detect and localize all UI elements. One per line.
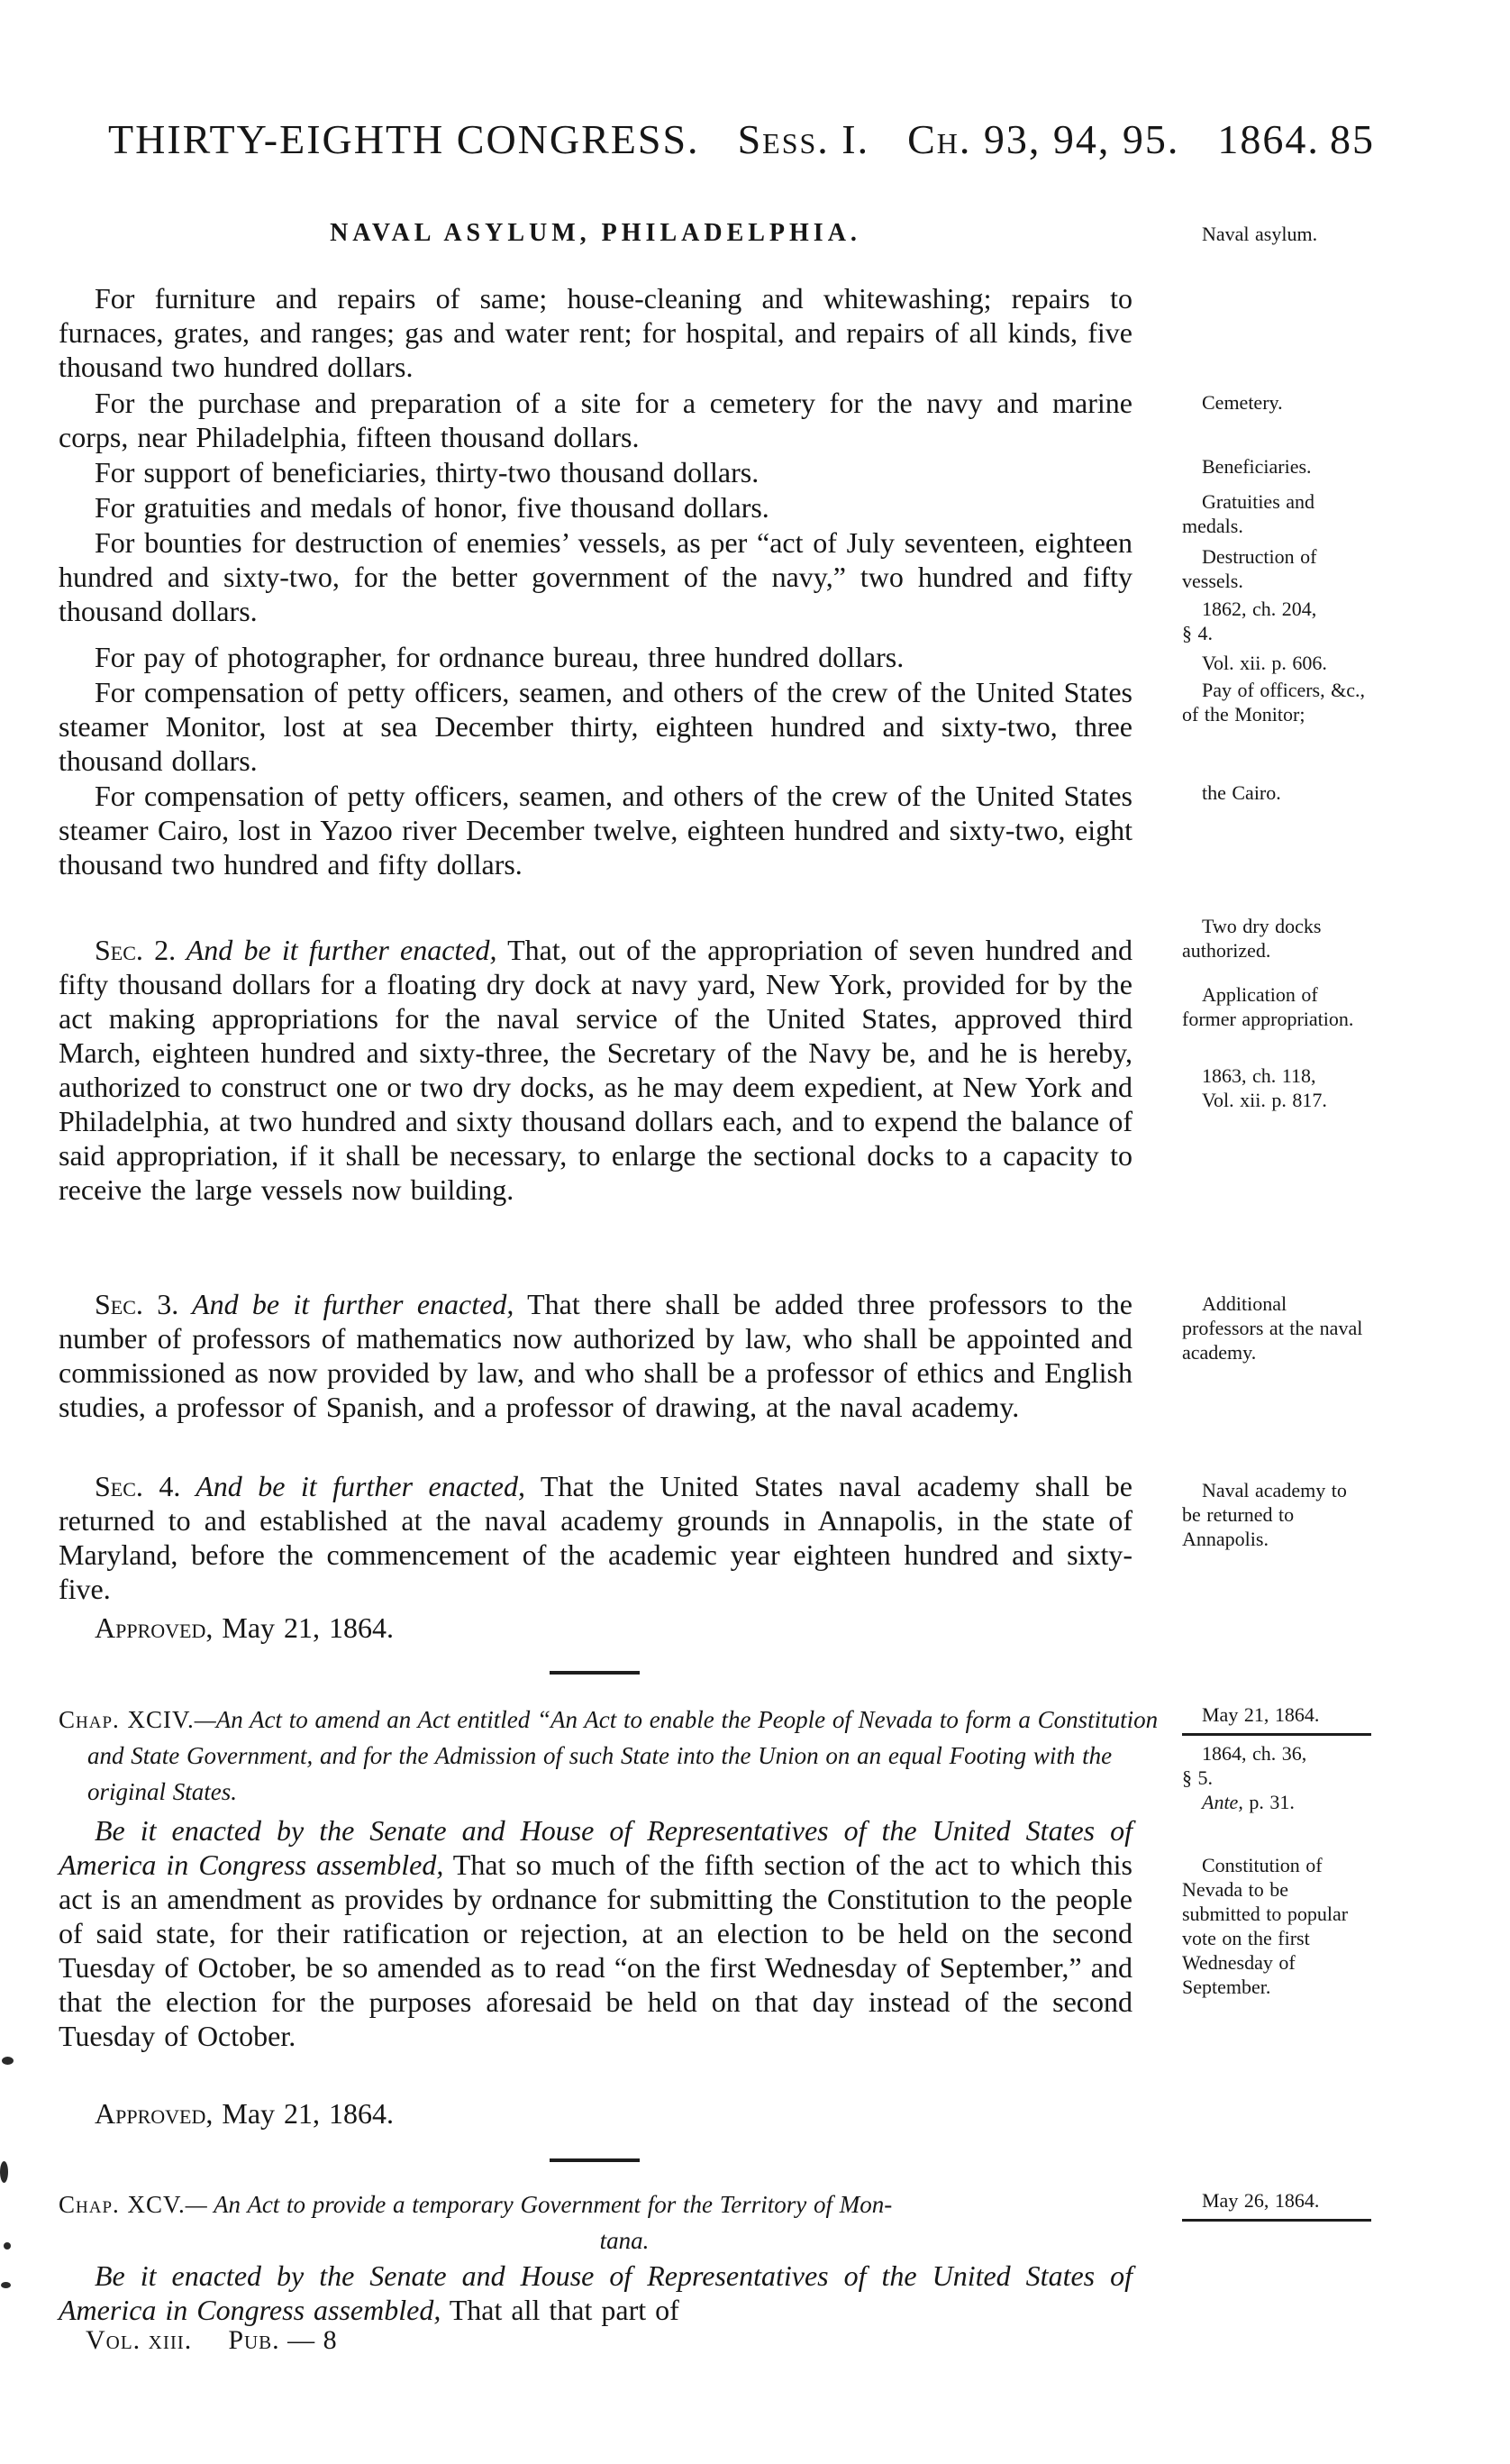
appropriation-monitor-crew: For compensation of petty officers, seamen, and others of the crew of the United States steamer Monitor, lost at sea December thirty, eighteen hundred and sixty-two, three thousand dollars. [59,676,1132,777]
chapter-95-text: That all that part of [441,2294,679,2326]
margin-note-chapter-94-date [1182,1702,1367,1814]
margin-note-pay-monitor: Pay of officers, &c., of the Monitor; [1182,679,1365,726]
approved-label: Approved, [95,2097,214,2130]
margin-note-academy-returned: Naval academy to be returned to Annapolis. [1182,1479,1347,1550]
margin-note-chapter-95-date [1182,2188,1367,2227]
pub-label: Pub. — 8 [228,2325,338,2355]
section-4 [59,1469,1132,1606]
chapter-95-title-line2: tana. [599,2227,650,2254]
margin-note-additional-professors: Additional professors at the naval academy. [1182,1292,1363,1364]
section-3 [59,1287,1132,1424]
act-divider-rule [550,2158,640,2162]
appropriation-cemetery: For the purchase and preparation of a site for a cemetery for the navy and marine corps, near Philadelphia, fifteen thousand dollars. [59,387,1132,453]
margin-note-naval-asylum: Naval asylum. [1202,223,1318,245]
margin-date-rule [1182,1733,1371,1736]
ref-1863-chapter: 1863, ch. 118, [1202,1064,1316,1087]
approval-line-naval [59,1611,1132,1645]
chapter-94-date: May 21, 1864. [1202,1703,1320,1726]
chapter-94-label: Chap. XCIV. [59,1706,195,1733]
margin-note-two-dry-docks: Two dry docks authorized. [1182,915,1322,962]
running-header [108,115,1375,163]
ref-1862-section: § 4. [1182,622,1213,644]
running-header-left [108,115,1320,163]
margin-note-destruction-vessels: Destruction of vessels. [1182,545,1317,592]
chapter-95-body [59,2259,1132,2327]
margin-note-application-appropriation: Application of former appropriation. [1182,983,1354,1030]
scan-artifact [4,2242,11,2250]
margin-note-vol-xii-606: Vol. xii. p. 606. [1202,652,1327,674]
appropriation-photographer: For pay of photographer, for ordnance bureau, three hundred dollars. [95,641,905,673]
section-2-enacting-clause: And be it further enacted, [176,934,497,966]
chapter-95-enacting-clause: Be it enacted by the Senate and House of Representatives of the United States of America in Congress assembled, [59,2259,1132,2326]
chapter-95-title-line1: — An Act to provide a temporary Government for the Territory of Mon- [185,2191,893,2218]
scan-artifact [2,2057,14,2065]
section-2 [59,933,1132,1207]
margin-note-ref-1862 [1182,597,1367,645]
scan-artifact [0,2161,8,2183]
ante-label: Ante, [1202,1791,1243,1813]
appropriation-gratuities: For gratuities and medals of honor, five thousand dollars. [95,491,769,524]
margin-note-constitution-nevada: Constitution of Nevada to be submitted to popular vote on the first Wednesday of September. [1182,1854,1349,1998]
section-4-enacting-clause: And be it further enacted, [180,1470,526,1502]
section-4-text: That the United States naval academy shall be returned to and established at the naval academy grounds in Annapolis, in the state of Maryland, before the commencement of the academic year eighteen hundred and sixty-five. [59,1470,1133,1605]
section-2-text: That, out of the appropriation of seven hundred and fifty thousand dollars for a floating dry dock at navy yard, New York, provided for by the act making appropriations for the naval service of the United States, approved third March, eighteen hundred and sixty-three, the Secretary of the Navy be, and he is hereby, authorized to construct one or two dry docks, as he may deem expedient, at New York and Philadelphia, at two hundred and sixty thousand dollars each, and to expend the balance of said appropriation, if it shall be necessary, to enlarge the sectional docks to a capacity to receive the large vessels now building. [59,934,1133,1206]
appropriation-bounties: For bounties for destruction of enemies’ vessels, as per “act of July seventeen, eighteen hundred and sixty-two, for the better government of the navy,” two hundred and fifty thousand dollars. [59,526,1132,627]
margin-date-rule [1182,2219,1371,2222]
appropriation-beneficiaries: For support of beneficiaries, thirty-two thousand dollars. [95,456,760,488]
ante-page: p. 31. [1242,1791,1295,1813]
scan-artifact [1,2282,11,2288]
approved-date: May 21, 1864. [213,1611,395,1644]
volume-label: Vol. xiii. [86,2325,193,2355]
volume-signature-line [86,2325,338,2356]
appropriation-furniture: For furniture and repairs of same; house-cleaning and whitewashing; repairs to furnaces, grates, and ranges; gas and water rent; for hospital, and repairs of all kinds, five thousand two hundred dollars. [59,282,1132,383]
appropriation-cairo-crew: For compensation of petty officers, seamen, and others of the crew of the United States steamer Cairo, lost in Yazoo river December twelve, eighteen hundred and sixty-two, eight thousand two hundred and fifty dollars. [59,780,1132,881]
page-number: 85 [1330,116,1375,162]
section-3-text: That there shall be added three professors to the number of professors of mathematics now authorized by law, who shall be appointed and commissioned as now provided by law, and who shall be a professor of ethics and English studies, a professor of Spanish, and a professor of drawing, at the naval academy. [59,1288,1132,1423]
chapter-95-heading [59,2186,1161,2259]
chapter-94-title: —An Act to amend an Act entitled “An Act to enable the People of Nevada to form a Constitution and State Government, and for the Admission of such State into the Union on an equal Footing with the original States. [87,1706,1159,1805]
margin-note-ref-1863 [1182,1063,1367,1112]
margin-note-the-cairo: the Cairo. [1202,781,1281,804]
chapter-94-enacting-clause: Be it enacted by the Senate and House of Representatives of the United States of America in Congress assembled, [59,1814,1132,1881]
ref-1864-chapter: 1864, ch. 36, [1202,1742,1307,1765]
approved-date: May 21, 1864. [213,2097,395,2130]
section-3-label: Sec. 3. [95,1288,179,1320]
section-4-label: Sec. 4. [95,1470,181,1502]
header-year: 1864. [1217,116,1320,162]
chapter-94-body [59,1813,1132,2053]
ref-1863-volume: Vol. xii. p. 817. [1202,1089,1327,1111]
approval-line-nevada [59,2096,1132,2131]
header-session: Sess. I. [737,116,870,162]
header-congress: THIRTY-EIGHTH CONGRESS. [108,116,700,162]
margin-note-cemetery: Cemetery. [1202,391,1283,414]
ref-1864-section: § 5. [1182,1766,1213,1789]
ref-ante-p31 [1182,1790,1367,1814]
section-3-enacting-clause: And be it further enacted, [178,1288,514,1320]
margin-note-gratuities-medals: Gratuities and medals. [1182,490,1315,537]
ref-1862-chapter: 1862, ch. 204, [1202,598,1317,620]
chapter-95-heading-line1 [59,2186,1161,2222]
chapter-95-label: Chap. XCV. [59,2191,186,2218]
margin-note-beneficiaries: Beneficiaries. [1202,455,1312,478]
act-heading-naval-asylum: NAVAL ASYLUM, PHILADELPHIA. [330,219,861,247]
section-2-label: Sec. 2. [95,934,177,966]
act-divider-rule [550,1671,640,1675]
chapter-94-text: That so much of the fifth section of the act to which this act is an amendment as provides by ordnance for submitting the Constitution to the people of said state, for their ratification or rejection, at an election to be held on the second Tuesday of October, be so amended as to read “on the first Wednesday of September,” and that the election for the purposes aforesaid be held on that day instead of the second Tuesday of October. [59,1848,1133,2052]
chapter-94-heading [59,1702,1161,1810]
header-chapters: Ch. 93, 94, 95. [907,116,1180,162]
chapter-95-date: May 26, 1864. [1202,2189,1320,2212]
approved-label: Approved, [95,1611,214,1644]
